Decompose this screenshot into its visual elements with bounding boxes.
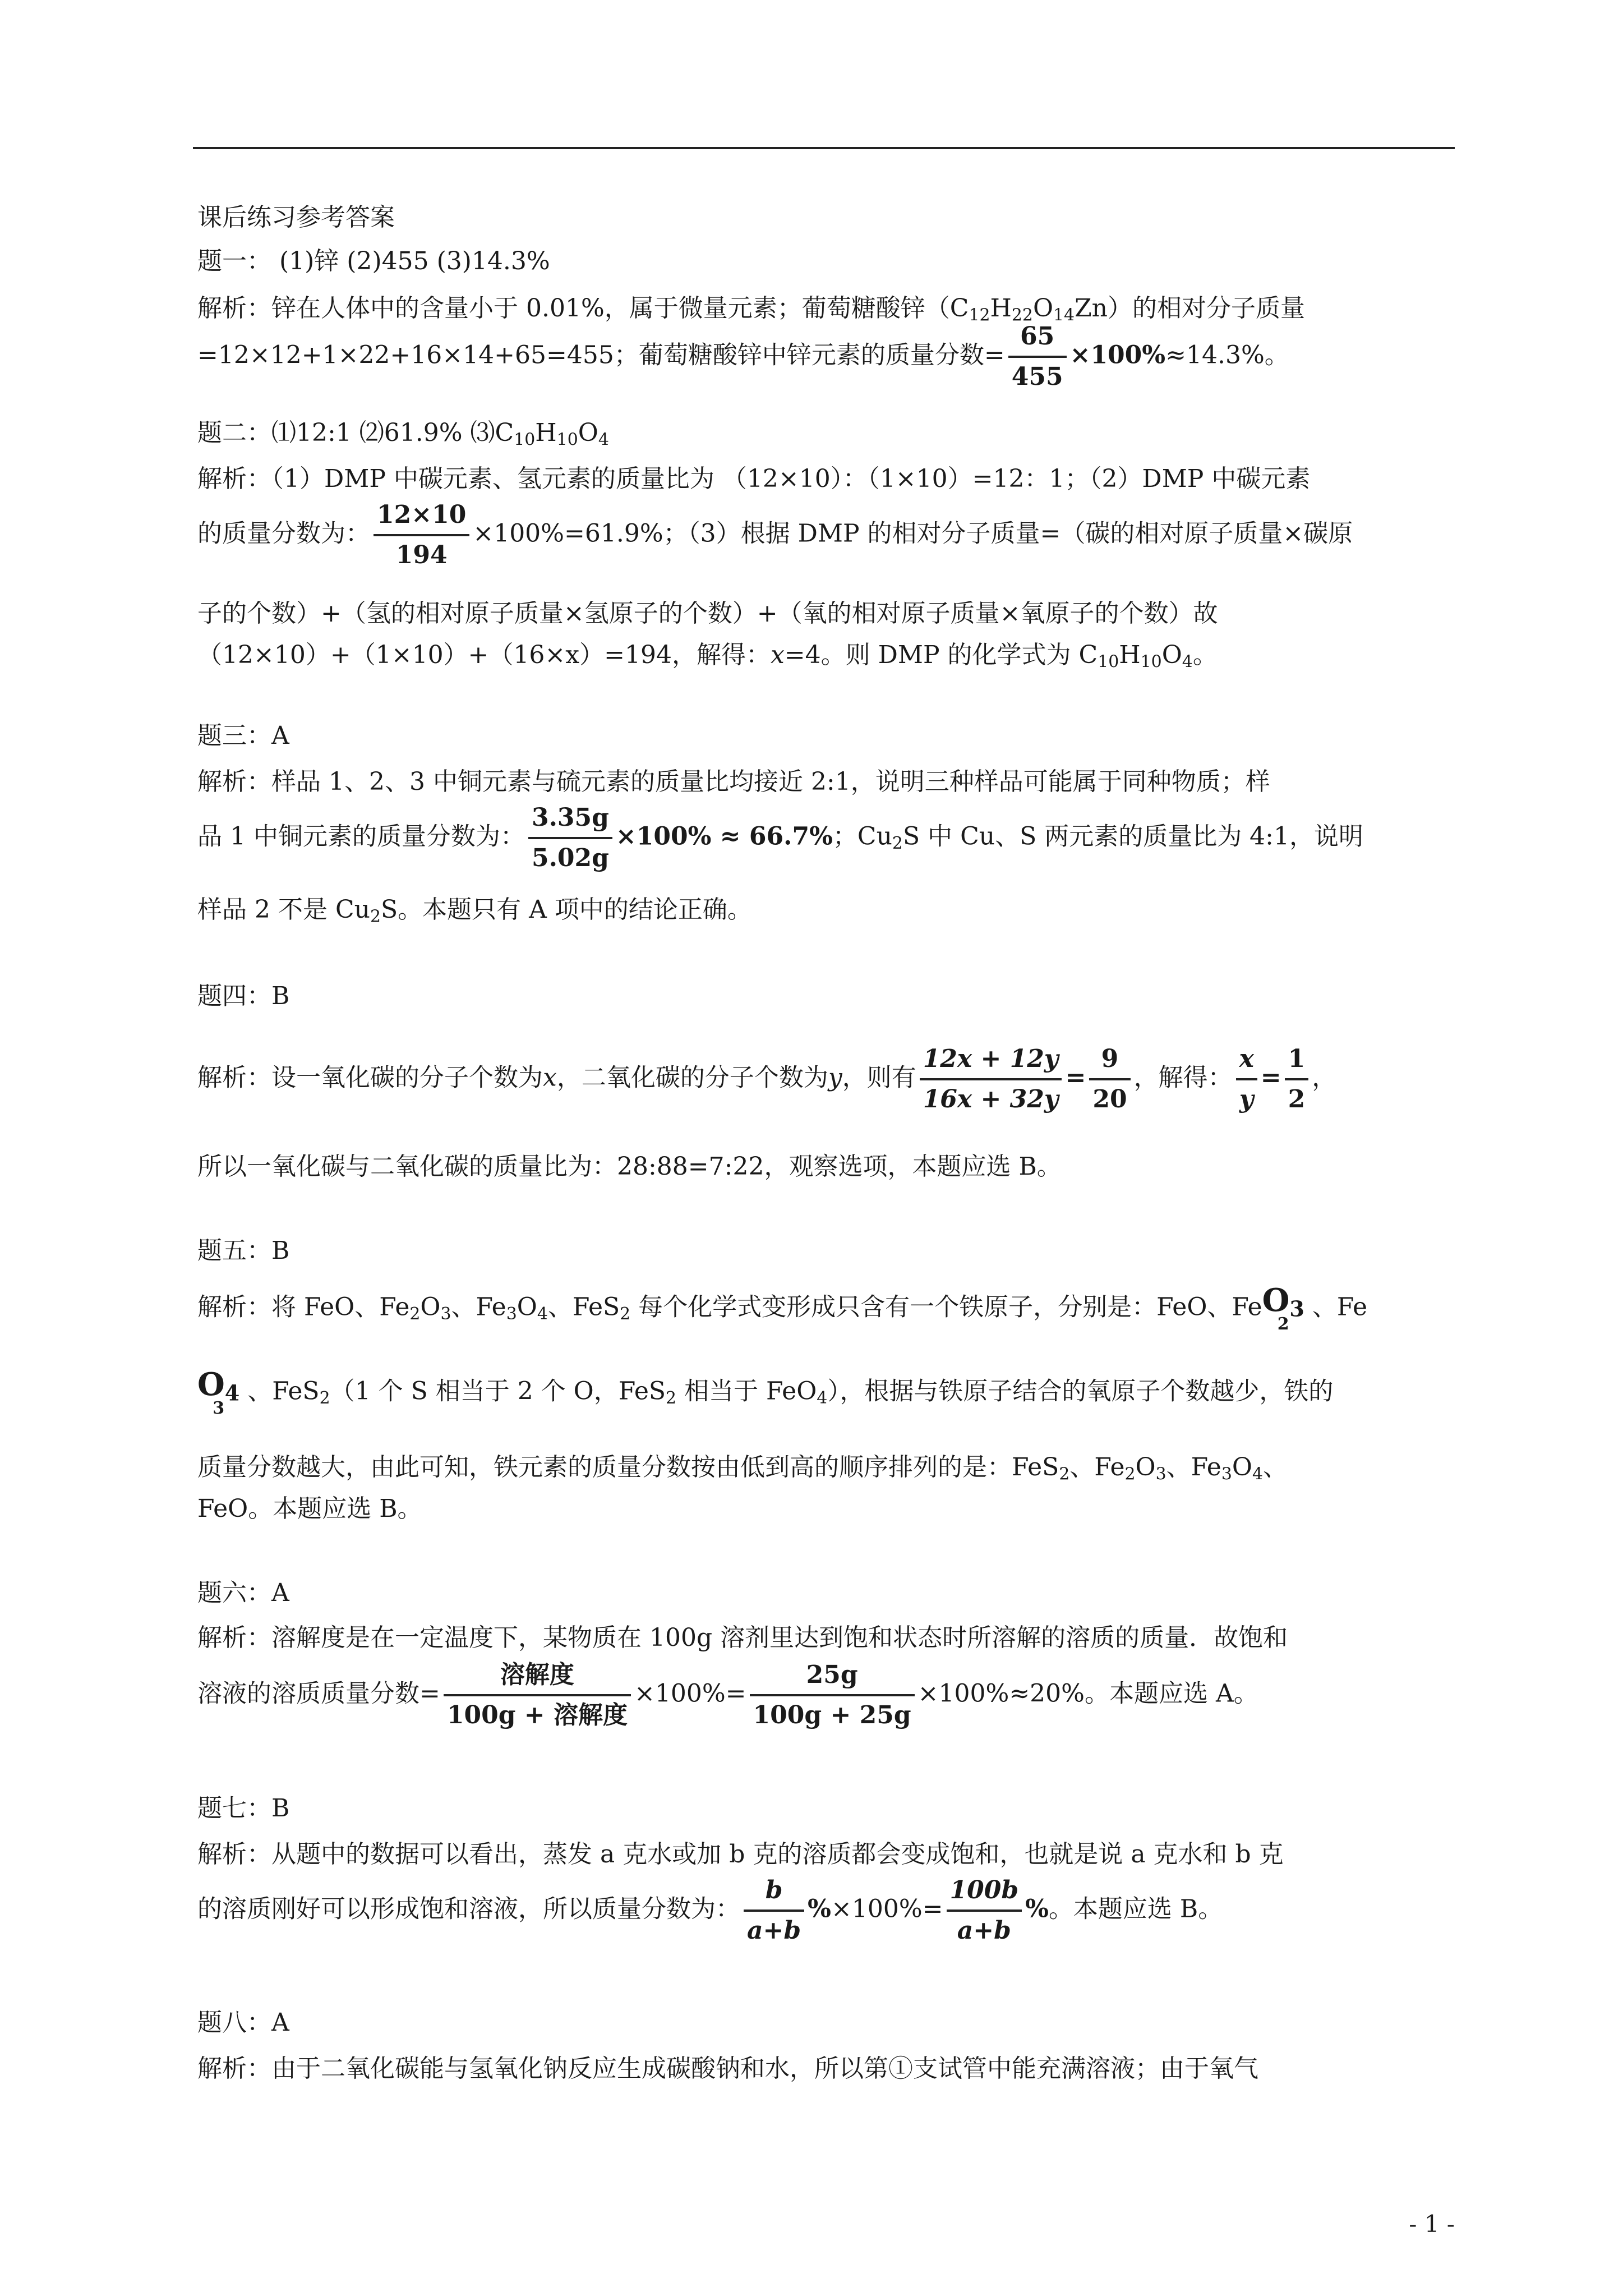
q5-analysis-line3: 质量分数越大，由此可知，铁元素的质量分数按由低到高的顺序排列的是：FeS$_2$、$Fe_2O_3$、$Fe_3O_4$、 [197, 1453, 1288, 1484]
header-rule [193, 147, 1455, 149]
q6-answer: 题六：A [197, 1579, 289, 1607]
q2-analysis-line4: （12×10）+（1×10）+（16×x）=194，解得：x=4。则 DMP 的化学式为 $C_{10}H_{10}O_4$。 [197, 641, 1218, 672]
q8-analysis-line1: 解析：由于二氧化碳能与氢氧化钠反应生成碳酸钠和水，所以第①支试管中能充满溶液；由于氧气 [197, 2054, 1258, 2083]
q6-analysis-line1: 解析：溶解度是在一定温度下，某物质在 100g 溶剂里达到饱和状态时所溶解的溶质的质量．故饱和 [197, 1623, 1288, 1652]
q3-analysis-line1: 解析：样品 1、2、3 中铜元素与硫元素的质量比均接近 2:1，说明三种样品可能属于同种物质；样 [197, 767, 1270, 796]
q3-analysis-line2: 品 1 中铜元素的质量分数为： $\frac{3.35g}{5.02g}$ ×100% ≈ 66.7%；$Cu_2S$ 中 Cu、S 两元素的质量比为 4:1，说明 [197, 801, 1363, 875]
q7-fraction-2: $\frac{100b}{a+b}$ [947, 1874, 1022, 1948]
q8-answer: 题八：A [197, 2008, 289, 2037]
q3-answer: 题三：A [197, 721, 289, 750]
q5-analysis-line4: FeO。本题应选 B。 [197, 1494, 422, 1523]
q4-ratio-value: $\frac{1}{2}$ [1285, 1042, 1309, 1116]
q2-analysis-line2: 的质量分数为： $\frac{12\times 10}{194}$ ×100%=61.9%；（3）根据 DMP 的相对分子质量=（碳的相对原子质量×碳原 [197, 498, 1353, 572]
q2-answer: 题二：⑴12:1 ⑵61.9% $⑶C_{10}H_{10}O_4$ [197, 418, 609, 450]
q5-analysis-line2: $O_4$ 3 、FeS$_2$（1 个 S 相当于 2 个 O，FeS$_2$ 相当于 FeO$_4$），根据与铁原子结合的氧原子个数越少，铁的 [197, 1366, 1334, 1418]
q2-fraction: $\frac{12\times 10}{194}$ [374, 498, 469, 572]
q1-analysis-line2: =12×12+1×22+16×14+65=455；葡萄糖酸锌中锌元素的质量分数= $\frac{65}{455}$ ×100%≈14.3%。 [197, 320, 1289, 394]
page-title: 课后练习参考答案 [197, 203, 395, 232]
page-number: - 1 - [1409, 2210, 1455, 2238]
q2-analysis-line1: 解析：（1）DMP 中碳元素、氢元素的质量比为 （12×10）：（1×10）=12：1；（2）DMP 中碳元素 [197, 464, 1311, 493]
q5-fe-o3-2-formula: $O_3$ 2 [1262, 1282, 1304, 1334]
q1-analysis-line1: 解析：锌在人体中的含量小于 0.01%，属于微量元素；葡萄糖酸锌$(C_{12}H_{22}O_{14}Zn)$的相对分子质量 [197, 294, 1305, 325]
q4-analysis-line1: 解析：设一氧化碳的分子个数为x，二氧化碳的分子个数为y，则有 $\frac{12x + 12y}{16x + 32y}$ = $\frac{9}{20}$ ，解得： $\frac{x}{y}$ = $\frac{1}{2}$ ， [197, 1042, 1336, 1116]
q1-answer: 题一： (1)锌 (2)455 (3)14.3% [197, 247, 550, 275]
q3-analysis-line3: 样品 2 不是 $Cu_2S$。本题只有 A 项中的结论正确。 [197, 895, 752, 927]
q6-analysis-line2: 溶液的溶质质量分数= $\frac{\text{溶解度}}{\text{100g + 溶解度}}$ ×100%= $\frac{25g}{100g + 25g}$ ×100%≈20%。本题应选 A。 [197, 1658, 1258, 1732]
q5-answer: 题五：B [197, 1236, 290, 1265]
q5-fe-o4-3-formula: $O_4$ 3 [197, 1366, 240, 1418]
q7-analysis-line1: 解析：从题中的数据可以看出，蒸发 a 克水或加 b 克的溶质都会变成饱和，也就是说 a 克水和 b 克 [197, 1840, 1284, 1869]
q7-analysis-line2: 的溶质刚好可以形成饱和溶液，所以质量分数为： $\frac{b}{a+b}$ %×100%= $\frac{100b}{a+b}$ %。本题应选 B。 [197, 1874, 1223, 1948]
q6-fraction-1: $\frac{\text{溶解度}}{\text{100g + 溶解度}}$ [444, 1658, 631, 1732]
q7-answer: 题七：B [197, 1794, 290, 1823]
q4-analysis-line2: 所以一氧化碳与二氧化碳的质量比为：28:88=7:22，观察选项，本题应选 B。 [197, 1152, 1062, 1181]
q1-fraction: $\frac{65}{455}$ [1008, 320, 1067, 394]
q3-fraction: $\frac{3.35g}{5.02g}$ [528, 801, 612, 875]
q7-fraction-1: $\frac{b}{a+b}$ [744, 1874, 804, 1948]
q4-answer: 题四：B [197, 982, 290, 1010]
q4-ratio-xy: $\frac{x}{y}$ [1236, 1042, 1257, 1116]
q2-analysis-line3: 子的个数）+（氢的相对原子质量×氢原子的个数）+（氧的相对原子质量×氧原子的个数）故 [197, 599, 1218, 628]
q5-analysis-line1: 解析：将 FeO、$Fe_2O_3$、$Fe_3O_4$、FeS$_2$ 每个化学式变形成只含有一个铁原子，分别是：FeO、Fe $O_3$ 2 、Fe [197, 1282, 1368, 1334]
q4-equation-right: $\frac{9}{20}$ [1089, 1042, 1130, 1116]
q4-equation-left: $\frac{12x + 12y}{16x + 32y}$ [920, 1042, 1062, 1116]
q6-fraction-2: $\frac{25g}{100g + 25g}$ [750, 1658, 915, 1732]
